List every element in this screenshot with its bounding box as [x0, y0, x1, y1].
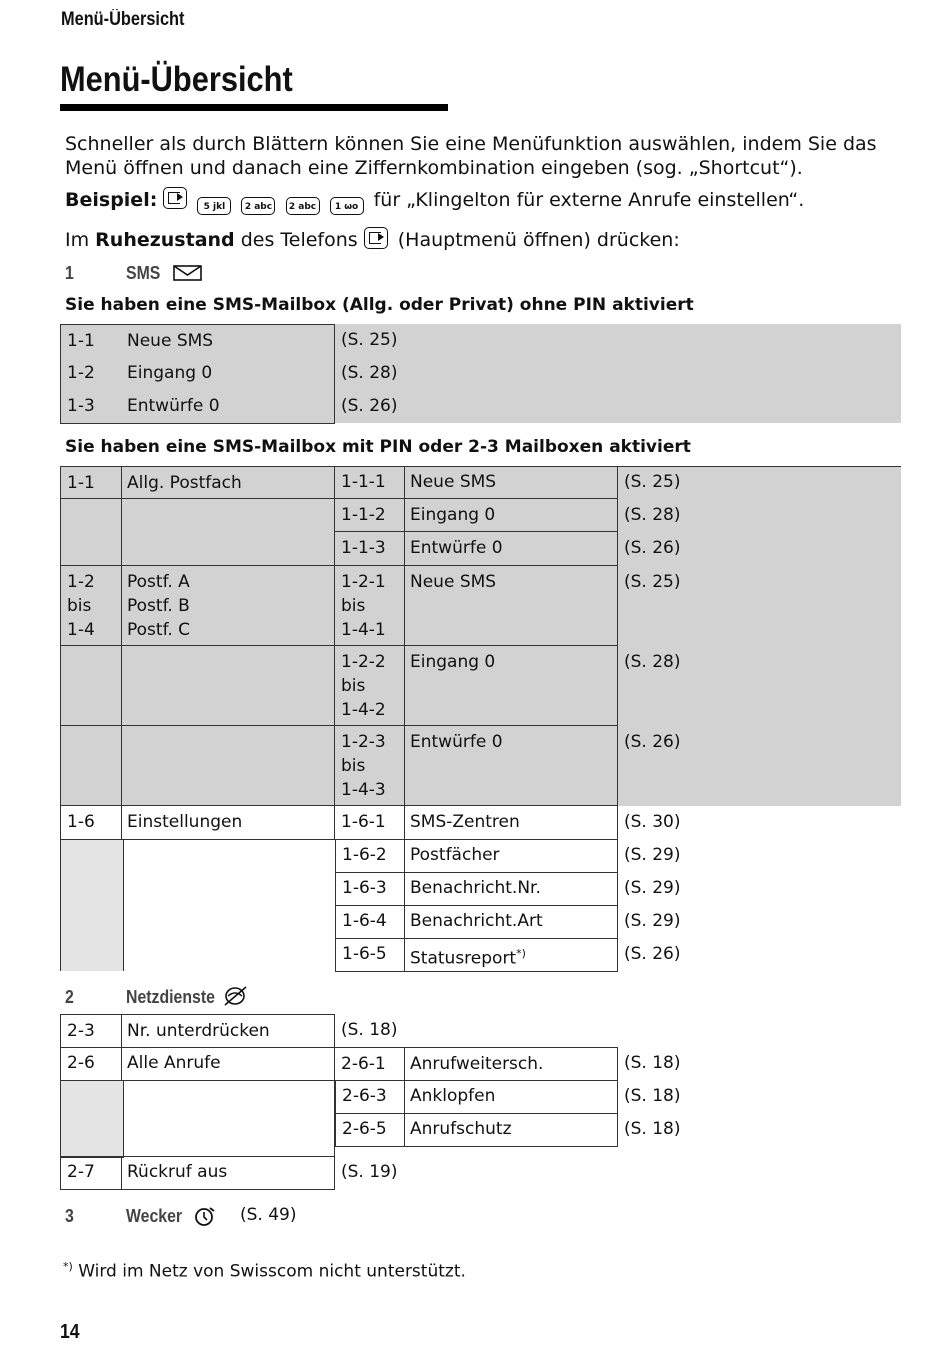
idle-bold: Ruhezustand	[95, 229, 235, 251]
case2-sub-name: Neue SMS	[404, 566, 618, 646]
footnote-marker: *)	[516, 947, 526, 960]
example-line	[65, 187, 905, 215]
net-sub-code: 2-6-1	[335, 1047, 405, 1081]
case1-ref-2: (S. 28)	[341, 363, 398, 383]
case2-sub-code: 1-6-1	[335, 806, 405, 840]
case1-name-3: Entwürfe 0	[121, 390, 335, 424]
case1-name-1: Neue SMS	[121, 324, 335, 358]
empty-cell	[60, 726, 122, 806]
code-line: 1-4-1	[341, 620, 386, 640]
code-line: bis	[67, 596, 92, 616]
example-text: für „Klingelton für externe Anrufe einstellen“.	[373, 189, 805, 211]
net-code: 2-3	[60, 1014, 122, 1048]
case2-sub-code: 1-6-5	[335, 938, 405, 972]
section-net-label: Netzdienste	[126, 987, 215, 1007]
title-rule	[60, 104, 448, 111]
case2-sub-ref: (S. 29)	[624, 911, 681, 931]
case2-sub-code: 1-1-1	[335, 466, 405, 499]
footnote	[63, 1260, 466, 1282]
example-label: Beispiel:	[65, 189, 158, 211]
net-sub-name: Anrufweitersch.	[404, 1047, 618, 1081]
case2-sub-name: Neue SMS	[404, 466, 618, 499]
net-sub-ref: (S. 18)	[624, 1119, 681, 1139]
net-code: 2-7	[60, 1156, 122, 1190]
section-net-number: 2	[65, 987, 74, 1007]
case2-sub-ref: (S. 25)	[624, 572, 681, 592]
key-5-icon: 5 jkl	[197, 197, 231, 215]
table-rule	[60, 498, 335, 499]
case2-sub-ref: (S. 29)	[624, 845, 681, 865]
code-line: 1-2-1	[341, 572, 386, 592]
sms-case2-heading: Sie haben eine SMS-Mailbox mit PIN oder 2-3 Mailboxen aktiviert	[65, 437, 691, 457]
code-line: bis	[341, 756, 366, 776]
key-2-icon: 2 abc	[241, 197, 275, 215]
case1-code-1: 1-1	[60, 324, 122, 358]
case2-sub-code: 1-6-2	[335, 839, 405, 873]
case2-sub-code: 1-6-4	[335, 905, 405, 939]
case2-sub-name: Entwürfe 0	[404, 726, 618, 806]
running-header: Menü-Übersicht	[61, 9, 185, 30]
code-line: 1-2-2	[341, 652, 386, 672]
section-alarm-label: Wecker	[126, 1206, 183, 1226]
idle-post: (Hauptmenü öffnen) drücken:	[391, 229, 680, 251]
empty-cell	[121, 726, 335, 806]
case2-sub-ref: (S. 25)	[624, 472, 681, 492]
idle-instruction	[65, 227, 905, 252]
name-line: Postf. B	[127, 596, 190, 616]
case2-sub-name: Entwürfe 0	[404, 532, 618, 566]
case2-name-1-2	[121, 566, 335, 646]
code-line: 1-2	[67, 572, 95, 592]
net-name: Nr. unterdrücken	[121, 1014, 335, 1048]
case1-code-2: 1-2	[60, 357, 122, 391]
alarm-clock-icon	[193, 1205, 217, 1227]
case1-ref-3: (S. 26)	[341, 396, 398, 416]
case2-sub-name: Postfächer	[404, 839, 618, 873]
menu-key-icon	[163, 187, 187, 209]
shade	[60, 840, 124, 971]
case2-sub-ref: (S. 28)	[624, 652, 681, 672]
net-ref: (S. 18)	[341, 1020, 398, 1040]
network-services-icon	[222, 985, 250, 1007]
case2-name-1-1: Allg. Postfach	[121, 466, 335, 566]
empty-cell	[121, 1081, 335, 1157]
net-name: Alle Anrufe	[121, 1047, 335, 1081]
code-line: 1-2-3	[341, 732, 386, 752]
case2-sub-name: Benachricht.Nr.	[404, 872, 618, 906]
page-title: Menü-Übersicht	[60, 60, 293, 99]
code-line: bis	[341, 676, 366, 696]
shade	[60, 1081, 124, 1158]
case2-sub-code	[335, 726, 405, 806]
net-sub-name: Anrufschutz	[404, 1113, 618, 1147]
statusreport-label: Statusreport	[410, 948, 517, 969]
section-sms-number: 1	[65, 263, 74, 283]
case2-sub-name: Eingang 0	[404, 646, 618, 726]
page-number: 14	[60, 1321, 80, 1343]
code-line: 1-4-2	[341, 700, 386, 720]
case2-sub-ref: (S. 30)	[624, 812, 681, 832]
net-sub-name: Anklopfen	[404, 1080, 618, 1114]
code-line: 1-4	[67, 620, 95, 640]
footnote-text: Wird im Netz von Swisscom nicht unterstützt.	[72, 1261, 466, 1282]
case2-sub-name: SMS-Zentren	[404, 806, 618, 840]
sms-case1-heading: Sie haben eine SMS-Mailbox (Allg. oder Privat) ohne PIN aktiviert	[65, 295, 694, 315]
code-line: 1-4-3	[341, 780, 386, 800]
case2-sub-ref: (S. 29)	[624, 878, 681, 898]
case2-sub-name: Eingang 0	[404, 499, 618, 532]
case2-code-1-6: 1-6	[60, 806, 122, 840]
case2-sub-ref: (S. 26)	[624, 944, 681, 964]
case2-sub-code	[335, 566, 405, 646]
case2-sub-name	[404, 938, 618, 972]
section-alarm-number: 3	[65, 1206, 74, 1226]
net-sub-ref: (S. 18)	[624, 1053, 681, 1073]
net-sub-code: 2-6-3	[335, 1080, 405, 1114]
case2-sub-name: Benachricht.Art	[404, 905, 618, 939]
intro-paragraph: Schneller als durch Blättern können Sie eine Menüfunktion auswählen, indem Sie das Menü öffnen und danach eine Ziffernkombination eingeben (sog. „Shortcut“).	[65, 133, 877, 179]
envelope-icon	[173, 265, 203, 281]
footnote-marker: *)	[63, 1260, 73, 1273]
case2-sub-code: 1-1-2	[335, 499, 405, 532]
menu-key-icon	[364, 227, 388, 249]
case1-ref-1: (S. 25)	[341, 330, 398, 350]
empty-cell	[121, 646, 335, 726]
empty-cell	[60, 646, 122, 726]
case2-code-1-2	[60, 566, 122, 646]
alarm-ref: (S. 49)	[240, 1205, 297, 1225]
idle-pre: Im	[65, 229, 96, 251]
case1-name-2: Eingang 0	[121, 357, 335, 391]
code-line: bis	[341, 596, 366, 616]
net-name: Rückruf aus	[121, 1156, 335, 1190]
key-1-icon: 1 ωο	[330, 197, 364, 215]
case2-sub-code	[335, 646, 405, 726]
case2-sub-code: 1-6-3	[335, 872, 405, 906]
net-ref: (S. 19)	[341, 1162, 398, 1182]
name-line: Postf. A	[127, 572, 190, 592]
case2-sub-code: 1-1-3	[335, 532, 405, 566]
idle-mid: des Telefons	[234, 229, 364, 251]
net-sub-ref: (S. 18)	[624, 1086, 681, 1106]
net-sub-code: 2-6-5	[335, 1113, 405, 1147]
case2-sub-ref: (S. 26)	[624, 538, 681, 558]
case2-name-1-6: Einstellungen	[121, 806, 335, 840]
key-2-icon: 2 abc	[286, 197, 320, 215]
case2-code-1-1: 1-1	[60, 466, 122, 566]
case1-code-3: 1-3	[60, 390, 122, 424]
case2-sub-ref: (S. 28)	[624, 505, 681, 525]
net-code: 2-6	[60, 1047, 122, 1081]
name-line: Postf. C	[127, 620, 190, 640]
case2-sub-ref: (S. 26)	[624, 732, 681, 752]
section-sms-label: SMS	[126, 263, 161, 283]
